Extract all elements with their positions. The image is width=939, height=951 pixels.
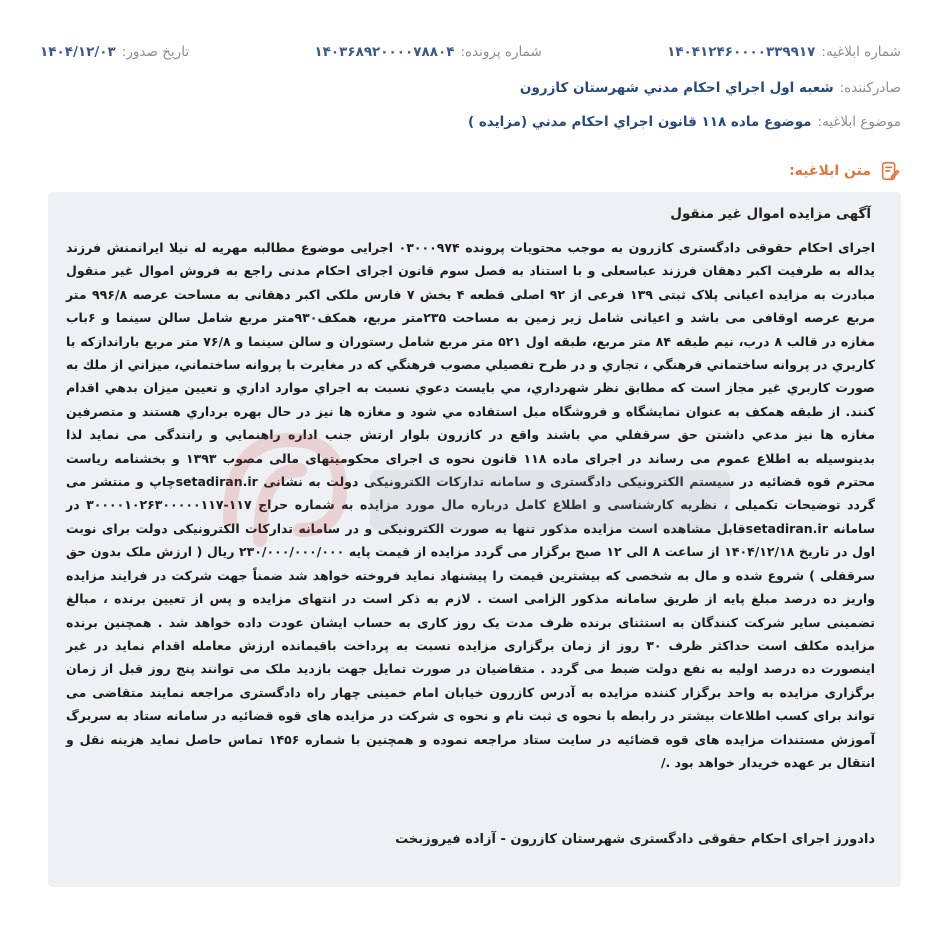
issue-date-value: ۱۴۰۴/۱۲/۰۳ [40, 44, 116, 60]
notice-text-title: متن ابلاغیه: [789, 163, 871, 179]
issuer-label: صادرکننده: [839, 80, 901, 96]
issue-date-label: تاریخ صدور: [121, 44, 190, 60]
header-row-issuer [40, 80, 901, 96]
notice-number-value: ۱۴۰۴۱۲۴۶۰۰۰۰۳۳۹۹۱۷ [667, 44, 816, 60]
notice-text-header [789, 160, 901, 182]
subject-value: موضوع ماده ۱۱۸ قانون اجراي احكام مدني (مزايده ) [467, 114, 812, 130]
case-number-label: شماره پرونده: [460, 44, 542, 60]
notice-signature: دادورز اجرای احکام حقوقی دادگستری شهرستان کازرون - آزاده فیروزبخت [395, 832, 875, 847]
header-row-subject [40, 114, 901, 130]
case-number-value: ۱۴۰۳۶۸۹۲۰۰۰۰۷۸۸۰۴ [314, 44, 455, 60]
document-edit-icon [879, 160, 901, 182]
notice-number-label: شماره ابلاغیه: [821, 44, 901, 60]
notice-content-box [48, 192, 901, 887]
issue-date-item [40, 44, 189, 60]
notice-number-item [667, 44, 901, 60]
issuer-value: شعبه اول اجراي احكام مدني شهرستان كازرون [519, 80, 834, 96]
notice-heading: آگهی مزایده اموال غیر منقول [670, 206, 871, 222]
notice-body-text: اجرای احکام حقوقی دادگستری کازرون به موجب محتویات پرونده ۰۳۰۰۰۹۷۴ اجرایی موضوع مطالبه مهریه له نیلا ایرانمنش فرزند یداله به طرفیت اکبر دهقان فرزند عباسعلی و با استناد به فصل سوم قانون اجرای احکام مدنی راجع به فروش اموال غیر منقول مبادرت به مزایده اعیانی پلاک ثبتی ۱۳۹ فرعی از ۹۲ اصلی قطعه ۴ بخش ۷ فارس ملکی اکبر دهقانی به مساحت عرصه ۹۹۶/۸ متر مربع عرصه اوقافی می باشد و اعیانی شامل زیر زمین به مساحت ۲۳۵متر مربع، همکف۹۳۰متر مربع شامل سالن سینما و ۶باب مغازه در قالب ۸ درب، نیم طبقه ۸۴ متر مربع، طبقه اول ۵۲۱ متر مربع شامل رستوران و سالن سینما و ۷۶/۸ متر مربع باراندازکه با کاربري در پروانه ساختماني فرهنگي ، تجاري و در طرح تفصيلي مصوب فرهنگي که در مغايرت با پروانه ساختماني، ميزاني از ملك به صورت كاربري غير مجاز است كه مطابق نظر شهرداري، مي بايست دعوي نسبت به اجراي موارد اداري و تعيين ميزان بدهي اقدام كنند. از طبقه همكف به عنوان نمايشگاه و فروشگاه مبل استفاده مي شود و مغازه ها نيز در حال بهره برداري هستند و متصرفين مغازه ها نيز مدعي داشتن حق سرقفلي مي باشند واقع در كازرون بلوار ارتش جنب اداره راهنمايي و رانندگی می نمايد لذا بدينوسيله به اطلاع عموم می رساند در اجرای ماده ۱۱۸ قانون نحوه ی اجرای محکومیتهای مالی مصوب ۱۳۹۳ و بخشنامه ریاست محترم قوه قضائیه در سیستم الکترونیکی دادگستری و سامانه تدارکات الکترونیکی دولت به نشانی setadiran.irچاپ و منتشر می گردد توضیحات تکمیلی ، نظریه کارشناسی و اطلاع کامل درباره مال مورد مزایده به شماره حراج ۱۱۷-۳۰۰۰۰۱۰۲۶۳۰۰۰۰۰۱۱۷ در سامانه setadiran.irقابل مشاهده است مزایده مذکور تنها به صورت الکترونیکی و در سامانه تدارکات الکترونیکی دولت برای نوبت اول در تاریخ ۱۴۰۴/۱۲/۱۸ از ساعت ۸ الی ۱۲ صبح برگزار می گردد مزایده از قیمت پایه ۲۳۰/۰۰۰/۰۰۰/۰۰۰ ریال ( ارزش ملک بدون حق سرقفلی ) شروع شده و مال به شخصی که بیشترین قیمت را پیشنهاد نماید فروخته خواهد شد ضمناً جهت شرکت در فرایند مزایده واریز ده درصد مبلغ پایه از طریق سامانه مذکور الزامی است . لازم به ذکر است در انتهای مزایده و پس از تعیین برنده ، مبالغ تضمینی سایر شرکت کنندگان به استثنای برنده ظرف مدت یک روز کاری به حساب ایشان عودت داده خواهد شد . همچنین برنده مزایده مکلف است حداکثر ظرف ۳۰ روز از زمان برگزاری مزایده نسبت به پرداخت باقیمانده ارزش معامله اقدام نماید در غیر اینصورت ده درصد اولیه به نفع دولت ضبط می گردد . متقاضیان در صورت تمایل جهت بازدید ملک می توانند پنج روز قبل از زمان برگزاری مزایده به واحد برگزار کننده مزایده به آدرس کازرون خیابان امام خمینی چهار راه دادگستری مراجعه نمایند متقاضی می تواند برای کسب اطلاعات بیشتر در رابطه با نحوه ی ثبت نام و نحوه ی شرکت در مزایده های قوه قضائیه در سامانه ستاد به سربرگ آموزش مستندات مزایده های قوه قضائیه در سایت ستاد مراجعه نموده و همچنین با شماره ۱۴۵۶ تماس حاصل نماید هزینه نقل و انتقال بر عهده خریدار خواهد بود ./ [66, 240, 876, 770]
case-number-item [314, 44, 541, 60]
subject-label: موضوع ابلاغیه: [817, 114, 901, 130]
header-row-numbers [40, 44, 901, 60]
